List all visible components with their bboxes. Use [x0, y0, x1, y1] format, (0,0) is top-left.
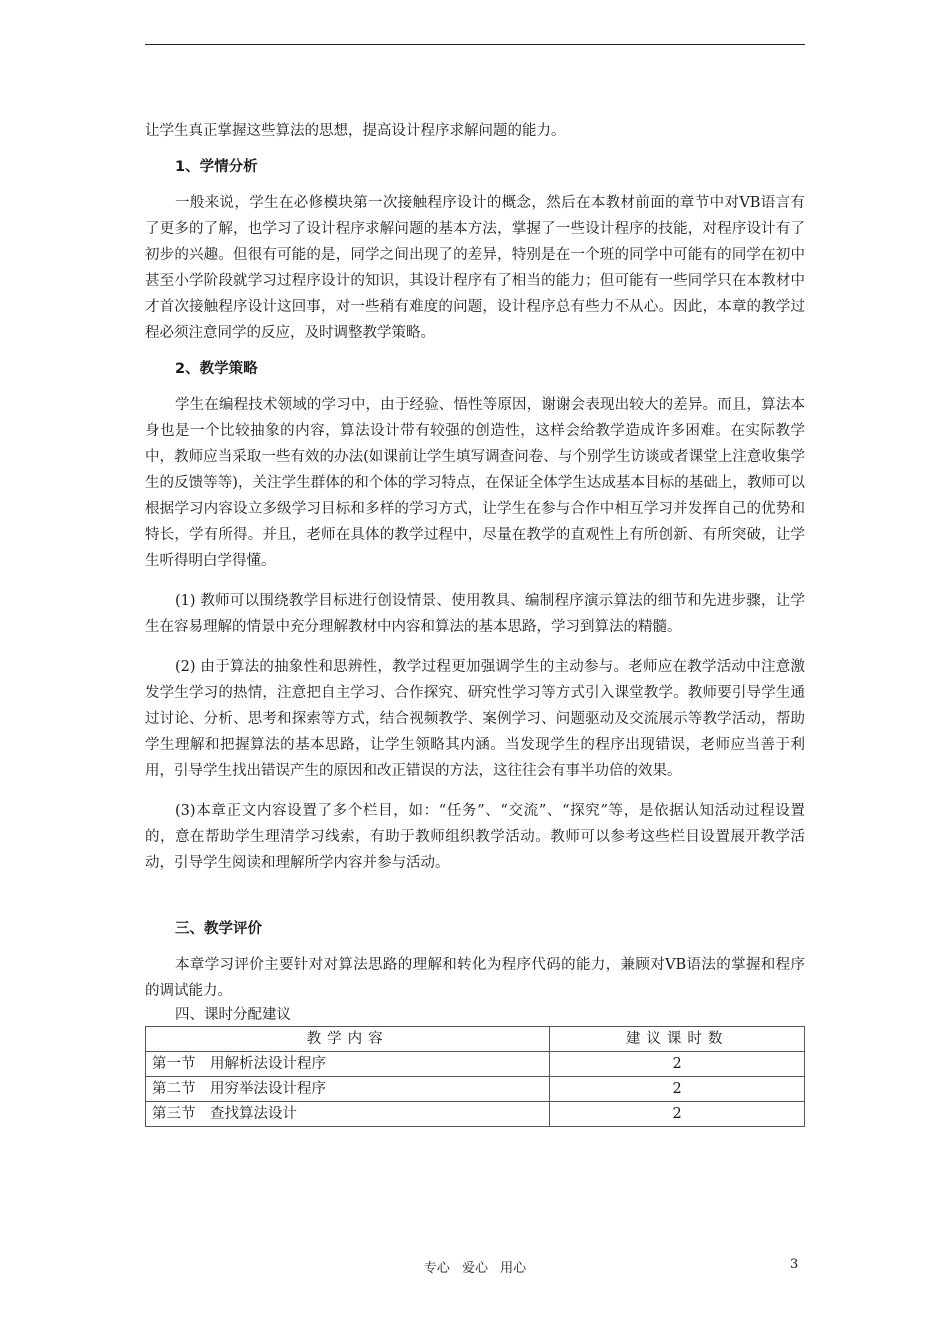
- paragraph-teaching-strategy: 学生在编程技术领域的学习中，由于经验、悟性等原因，谢谢会表现出较大的差异。而且，算法本身也是一个比较抽象的内容，算法设计带有较强的创造性，这样会给教学造成许多困难。在实际教学中，教师应当采取一些有效的办法(如课前让学生填写调查问卷、与个别学生访谈或者课堂上注意收集学生的反馈等等)，关注学生群体的和个体的学习特点，在保证全体学生达成基本目标的基础上，教师可以根据学习内容设立多级学习目标和多样的学习方式，让学生在参与合作中相互学习并发挥自己的优势和特长，学有所得。并且，老师在具体的教学过程中，尽量在教学的直观性上有所创新、有所突破，让学生听得明白学得懂。: [145, 397, 805, 569]
- section-heading-teaching-strategy: 2、教学策略: [175, 361, 258, 377]
- paragraph-learning-analysis: 一般来说，学生在必修模块第一次接触程序设计的概念，然后在本教材前面的章节中对VB语言有了更多的了解，也学习了设计程序求解问题的基本方法，掌握了一些设计程序的技能，对程序设计有了初步的兴趣。但很有可能的是，同学之间出现了的差异，特别是在一个班的同学中可能有的同学在初中甚至小学阶段就学习过程序设计的知识，其设计程序有了相当的能力；但可能有一些同学只在本教材中才首次接触程序设计这回事，对一些稍有难度的问题，设计程序总有些力不从心。因此，本章的教学过程必须注意同学的反应，及时调整教学策略。: [145, 195, 805, 341]
- section-heading-evaluation: 三、教学评价: [175, 921, 262, 937]
- table-cell-hours: 2: [550, 1052, 805, 1077]
- table-header-content: 教学内容: [146, 1027, 550, 1052]
- document-body: [145, 118, 805, 1127]
- table-row: [146, 1052, 805, 1077]
- table-header-row: [146, 1027, 805, 1052]
- table-cell-hours: 2: [550, 1102, 805, 1127]
- section-heading-learning-analysis: 1、学情分析: [175, 159, 258, 175]
- intro-line: 让学生真正掌握这些算法的思想，提高设计程序求解问题的能力。: [145, 123, 566, 139]
- table-cell-content: 第二节 用穷举法设计程序: [146, 1077, 550, 1102]
- table-header-hours: 建议课时数: [550, 1027, 805, 1052]
- header-rule: [145, 44, 805, 45]
- footer-motto: 专心 爱心 用心: [423, 1261, 527, 1276]
- page-number: 3: [790, 1257, 799, 1272]
- table-row: [146, 1077, 805, 1102]
- strategy-item-2: (2) 由于算法的抽象性和思辨性，教学过程更加强调学生的主动参与。老师应在教学活动中注意激发学生学习的热情，注意把自主学习、合作探究、研究性学习等方式引入课堂教学。教师要引导学生通过讨论、分析、思考和探索等方式，结合视频教学、案例学习、问题驱动及交流展示等教学活动，帮助学生理解和把握算法的基本思路，让学生领略其内涵。当发现学生的程序出现错误，老师应当善于利用，引导学生找出错误产生的原因和改正错误的方法，这往往会有事半功倍的效果。: [145, 659, 805, 779]
- strategy-item-1: (1) 教师可以围绕教学目标进行创设情景、使用教具、编制程序演示算法的细节和先进步骤，让学生在容易理解的情景中充分理解教材中内容和算法的基本思路，学习到算法的精髓。: [145, 593, 805, 635]
- table-cell-hours: 2: [550, 1077, 805, 1102]
- class-hour-table: [145, 1026, 805, 1127]
- strategy-item-3: (3)本章正文内容设置了多个栏目，如：“任务”、“交流”、“探究”等，是依据认知活动过程设置的，意在帮助学生理清学习线索，有助于教师组织教学活动。教师可以参考这些栏目设置展开教学活动，引导学生阅读和理解所学内容并参与活动。: [145, 803, 805, 871]
- table-caption: 四、课时分配建议: [175, 1007, 291, 1023]
- table-row: [146, 1102, 805, 1127]
- table-cell-content: 第一节 用解析法设计程序: [146, 1052, 550, 1077]
- table-cell-content: 第三节 查找算法设计: [146, 1102, 550, 1127]
- paragraph-evaluation: 本章学习评价主要针对对算法思路的理解和转化为程序代码的能力，兼顾对VB语法的掌握和程序的调试能力。: [145, 957, 805, 999]
